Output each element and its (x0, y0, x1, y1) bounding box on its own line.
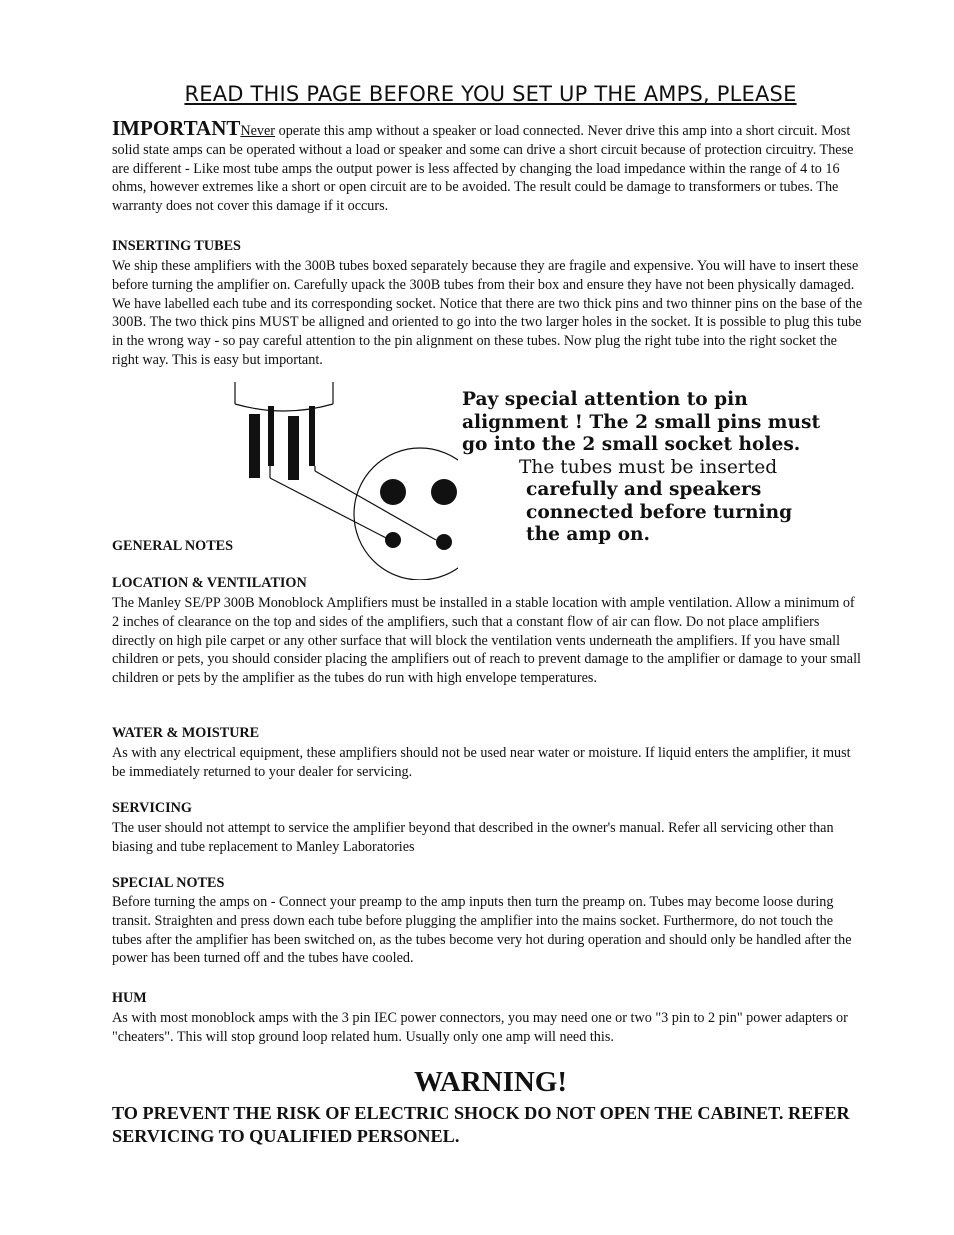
location-text: The Manley SE/PP 300B Monoblock Amplifiers must be installed in a stable location with ample ventilation. Allow a minimum of 2 inches of clearance on the top and sides of the amplifiers, such that a constant flow of air can flow. Do not place amplifiers directly on high pile carpet or any other surface that will block the ventilation vents underneath the amplifiers. If you have small children or pets, you should consider placing the amplifiers out of reach to prevent damage to the amplifier or damage to your small children or pets by the amplifier as the tubes do run with high envelope temperatures. (112, 595, 861, 687)
tube-base-curve (235, 404, 333, 411)
water-text: As with any electrical equipment, these amplifiers should not be used near water or moisture. If liquid enters the amplifier, it must be immediately returned to your dealer for servicing. (112, 745, 851, 780)
general-notes-heading: GENERAL NOTES (112, 538, 234, 554)
pin-guide-line-2 (315, 471, 436, 540)
thin-pin-right (309, 406, 315, 466)
location-heading: LOCATION & VENTILATION (112, 575, 307, 591)
important-label: IMPORTANT (112, 116, 241, 140)
water-heading: WATER & MOISTURE (112, 725, 260, 741)
pin-guide-line-1 (270, 478, 390, 540)
callout-line: alignment ! The 2 small pins must (462, 411, 821, 433)
callout-line: connected before turning (526, 501, 793, 523)
small-socket-hole-right (436, 534, 452, 550)
warning-text: TO PREVENT THE RISK OF ELECTRIC SHOCK DO NOT OPEN THE CABINET. REFER SERVICING TO QUALIFIED PERSONEL. (112, 1103, 850, 1146)
thin-pin-left (268, 406, 274, 466)
hum-text: As with most monoblock amps with the 3 pin IEC power connectors, you may need one or two "3 pin to 2 pin" power adapters or "cheaters". This will stop ground loop related hum. Usually only one amp will need this. (112, 1010, 848, 1045)
special-notes-text: Before turning the amps on - Connect your preamp to the amp inputs then turn the preamp on. Tubes may become loose during transit. Straighten and press down each tube before plugging the amplifier into the mains socket. Furthermore, do not touch the tubes after the amplifier has been switched on, as the tubes become very hot during operation and should only be handled after the power has been turned off and the tubes have cooled. (112, 894, 852, 967)
thick-pin-left (249, 414, 260, 478)
servicing-heading: SERVICING (112, 800, 192, 816)
large-socket-hole-left (380, 479, 406, 505)
pin-alignment-callout (462, 389, 862, 547)
callout-line: the amp on. (526, 524, 651, 545)
large-socket-hole-right (431, 479, 457, 505)
callout-line: Pay special attention to pin (462, 389, 748, 410)
special-notes-heading: SPECIAL NOTES (112, 875, 225, 891)
thick-pin-right (288, 416, 299, 480)
inserting-tubes-text: We ship these amplifiers with the 300B tubes boxed separately because they are fragile and expensive. You will have to insert these before turning the amplifier on. Carefully upack the 300B tubes from their box and ensure they have not been physically damaged. We have labelled each tube and its corresponding socket. Notice that there are two thick pins and two thinner pins on the base of the 300B. The two thick pins MUST be alligned and oriented to go into the two larger holes in the socket. It is possible to plug this tube in the wrong way - so pay careful attention to the pin alignment on these tubes. Now plug the right tube into the right socket the right way. This is easy but important. (112, 258, 863, 368)
socket-outline (354, 448, 458, 580)
warning-heading: WARNING! (413, 1066, 568, 1098)
important-paragraph (112, 116, 864, 216)
page-title: READ THIS PAGE BEFORE YOU SET UP THE AMPS, PLEASE (184, 82, 797, 106)
important-text: operate this amp without a speaker or load connected. Never drive this amp into a short circuit. Most solid state amps can be operated without a load or speaker and some can drive a short circuit because of protection circuitry. These are different - Like most tube amps the output power is less affected by changing the load impedance within the range of 4 to 16 ohms, however extremes like a short or open circuit are to be avoided. The result could be damage to transformers or tubes. The warranty does not cover this damage if it occurs. (112, 123, 854, 215)
callout-line: carefully and speakers (526, 479, 762, 500)
callout-line: The tubes must be inserted (519, 456, 778, 478)
never-word: Never (240, 123, 276, 139)
inserting-tubes-heading: INSERTING TUBES (112, 238, 241, 254)
small-socket-hole-left (385, 532, 401, 548)
hum-heading: HUM (112, 990, 147, 1006)
callout-line: go into the 2 small socket holes. (462, 434, 801, 455)
tube-pin-diagram (228, 380, 458, 580)
servicing-text: The user should not attempt to service the amplifier beyond that described in the owner's manual. Refer all servicing other than biasing and tube replacement to Manley Laboratories (112, 820, 834, 855)
